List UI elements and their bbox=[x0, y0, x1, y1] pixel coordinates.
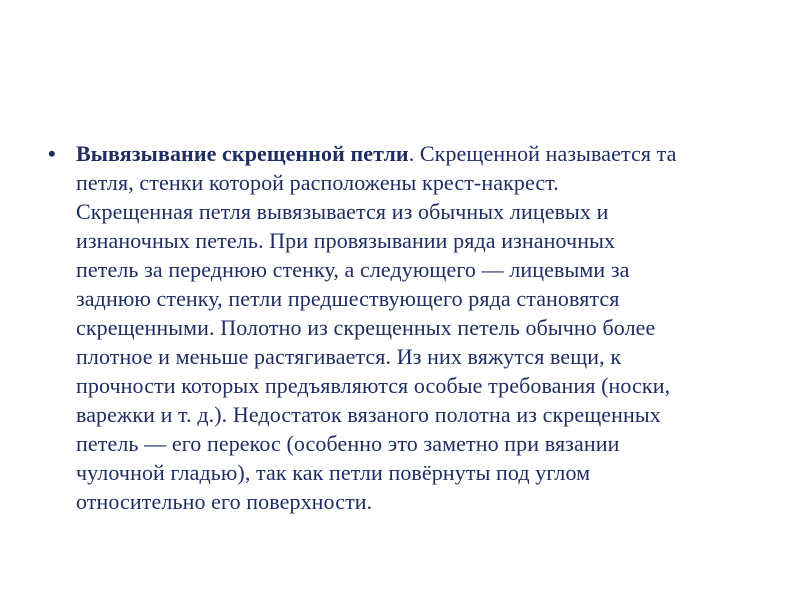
text-line: петель — его перекос (особенно это заметно при вязании bbox=[76, 431, 620, 456]
bullet-list-item bbox=[48, 139, 772, 516]
text-line: Скрещенная петля вывязывается из обычных лицевых и bbox=[76, 199, 609, 224]
text-line: петель за переднюю стенку, а следующего — лицевыми за bbox=[76, 257, 630, 282]
bullet-marker: • bbox=[48, 141, 56, 166]
text-line: петля, стенки которой расположены крест-накрест. bbox=[76, 170, 559, 195]
text-line: чулочной гладью), так как петли повёрнуты под углом bbox=[76, 460, 591, 485]
text-line: относительно его поверхности. bbox=[76, 489, 373, 514]
text-line-first bbox=[76, 139, 772, 168]
text-lines-container bbox=[76, 168, 772, 516]
text-line: прочности которых предъявляются особые требования (носки, bbox=[76, 373, 671, 398]
paragraph-text bbox=[76, 139, 772, 516]
text-line: варежки и т. д.). Недостаток вязаного полотна из скрещенных bbox=[76, 402, 661, 427]
text-line: скрещенными. Полотно из скрещенных петель обычно более bbox=[76, 315, 656, 340]
text-line: плотное и меньше растягивается. Из них вяжутся вещи, к bbox=[76, 344, 622, 369]
text-line: изнаночных петель. При провязывании ряда изнаночных bbox=[76, 228, 616, 253]
lead-rest-text: . Скрещенной называется та bbox=[408, 141, 677, 166]
text-line: заднюю стенку, петли предшествующего ряда становятся bbox=[76, 286, 620, 311]
lead-bold-text: Вывязывание скрещенной петли bbox=[76, 141, 409, 166]
